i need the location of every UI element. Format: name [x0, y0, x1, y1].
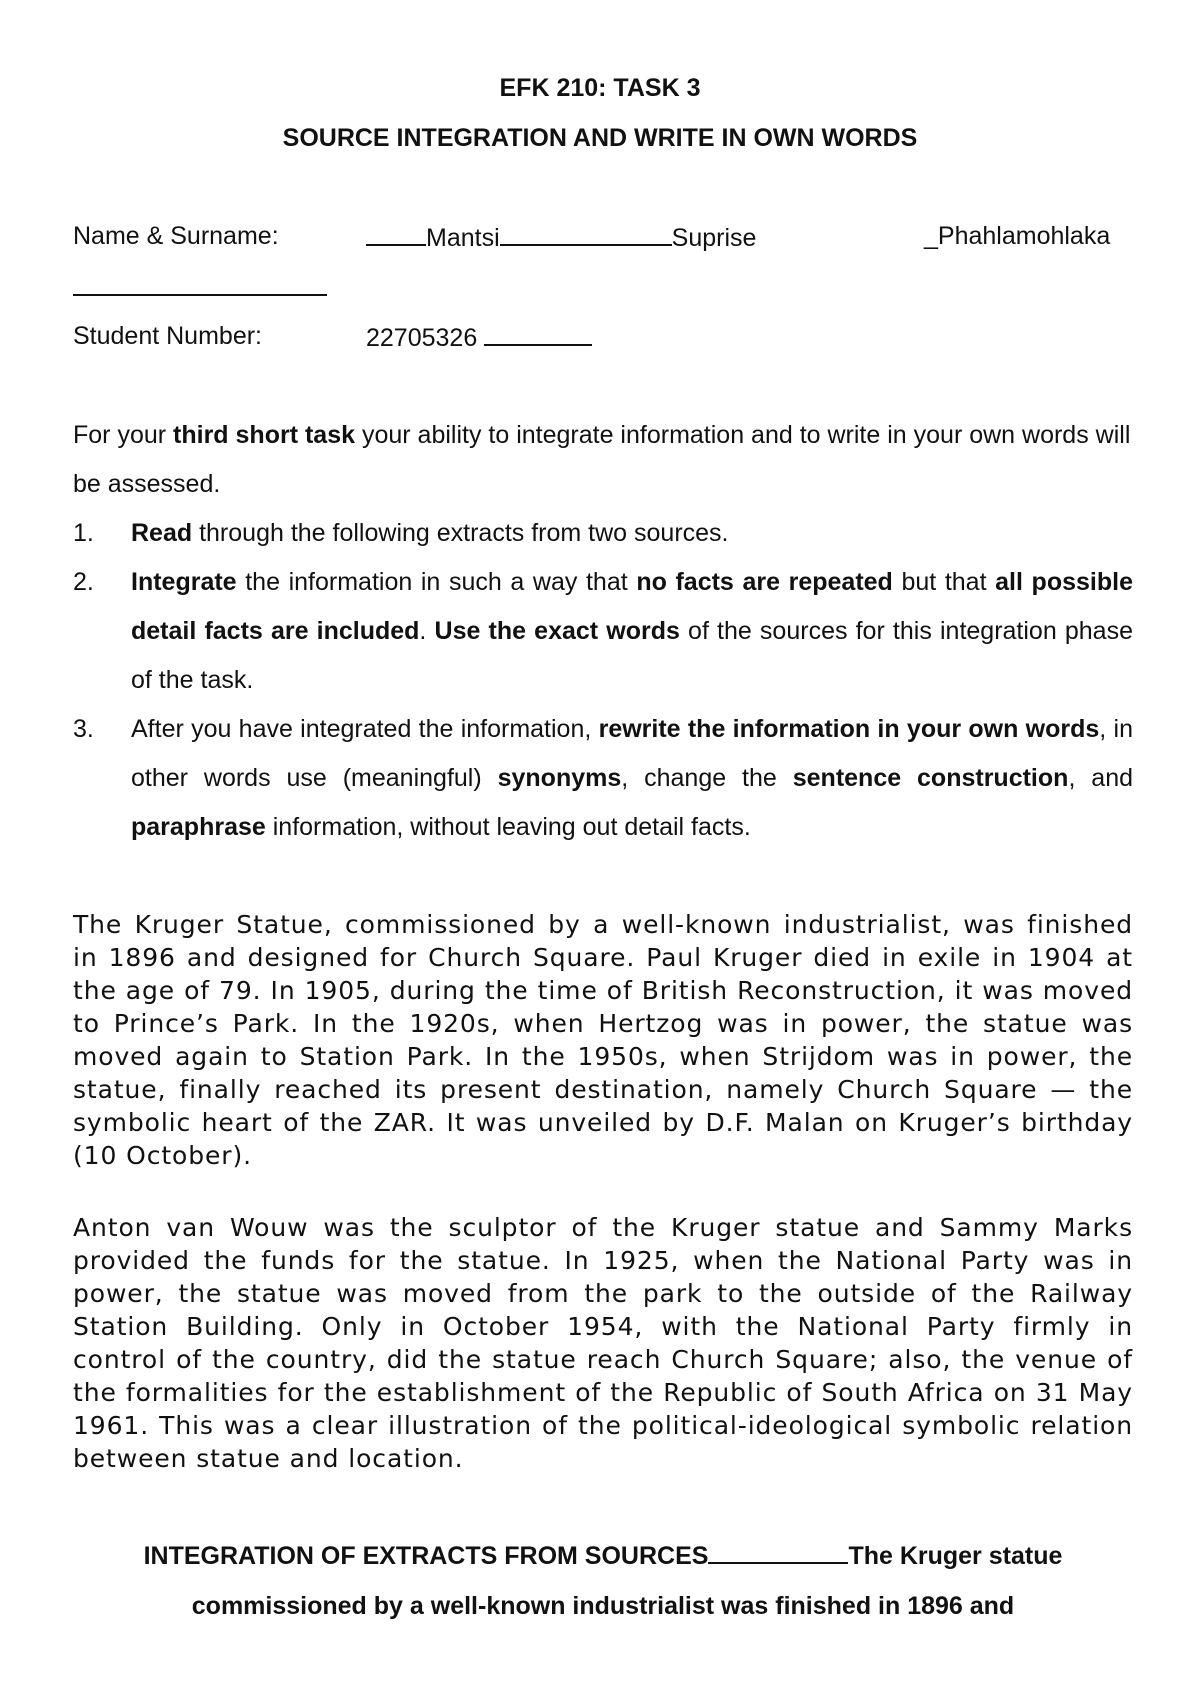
- intro-text: For your: [73, 421, 174, 449]
- instruction-emphasis: Read: [131, 519, 193, 547]
- name-continuation-line[interactable]: [73, 272, 327, 303]
- instruction-text: .: [419, 617, 435, 645]
- name-first-field[interactable]: [366, 222, 756, 253]
- blank-line: [484, 322, 592, 346]
- second-name-value: Suprise: [671, 224, 757, 252]
- instruction-text: , in other words use (meaningful): [131, 715, 1133, 792]
- intro-emphasis: third short task: [173, 421, 356, 449]
- blank-line: [708, 1540, 848, 1564]
- name-label: Name & Surname:: [73, 222, 279, 250]
- integration-answer: The Kruger statue commissioned by a well-known industrialist was finished in 1896 and: [191, 1542, 1063, 1620]
- intro-text: your ability to integrate information and to write in your own words will be assessed.: [73, 421, 1131, 498]
- surname-value: _Phahlamohlaka: [924, 222, 1111, 250]
- instruction-text: of the sources for this integration phase of the task.: [131, 617, 1133, 694]
- task-subtitle: SOURCE INTEGRATION AND WRITE IN OWN WORDS: [282, 124, 918, 152]
- integration-section: [73, 1531, 1133, 1631]
- instruction-emphasis: sentence construction: [792, 764, 1069, 792]
- extract-2-text: Anton van Wouw was the sculptor of the Kruger statue and Sammy Marks provided the funds for the statue. In 1925, when the National Party was in power, the statue was moved from the park to the outside of the Railway Station Building. Only in October 1954, with the National Party firmly in control of the country, did the statue reach Church Square; also, the venue of the formalities for the establishment of the Republic of South Africa on 31 May 1961. This was a clear illustration of the political-ideological symbolic relation between statue and location.: [73, 1213, 1133, 1473]
- student-number-field[interactable]: [366, 322, 592, 353]
- blank-line: [500, 222, 672, 246]
- instruction-emphasis: no facts are repeated: [636, 568, 893, 596]
- source-extract-2: [73, 1211, 1133, 1475]
- instruction-item: [73, 705, 1133, 852]
- integration-heading: INTEGRATION OF EXTRACTS FROM SOURCES: [143, 1542, 709, 1570]
- instruction-emphasis: Integrate: [131, 568, 237, 596]
- instructions-intro: [73, 411, 1133, 509]
- first-name-value: Mantsi: [426, 224, 500, 252]
- instructions-list: [73, 509, 1133, 852]
- instruction-text: , and: [1068, 764, 1134, 792]
- instruction-number: 2.: [73, 568, 94, 596]
- instruction-item: [73, 558, 1133, 705]
- instruction-text: through the following extracts from two sources.: [192, 519, 729, 547]
- course-title: EFK 210: TASK 3: [499, 74, 701, 102]
- student-number-value: 22705326: [366, 324, 478, 352]
- blank-line: [73, 272, 327, 296]
- instruction-emphasis: synonyms: [497, 764, 622, 792]
- instruction-text: but that: [892, 568, 996, 596]
- instruction-text: , change the: [621, 764, 793, 792]
- instruction-number: 1.: [73, 519, 94, 547]
- blank-line: [366, 222, 426, 246]
- instruction-item: [73, 509, 1133, 558]
- instruction-emphasis: all possible detail facts are included: [131, 568, 1133, 645]
- instruction-text: the information in such a way that: [236, 568, 637, 596]
- instruction-number: 3.: [73, 715, 94, 743]
- source-extract-1: [73, 908, 1133, 1172]
- instruction-emphasis: Use the exact words: [434, 617, 680, 645]
- instruction-text: After you have integrated the information,: [131, 715, 599, 743]
- instruction-emphasis: paraphrase: [131, 813, 266, 841]
- instruction-emphasis: rewrite the information in your own words: [598, 715, 1100, 743]
- student-number-label: Student Number:: [73, 322, 262, 350]
- instruction-text: information, without leaving out detail facts.: [265, 813, 751, 841]
- extract-1-text: The Kruger Statue, commissioned by a well-known industrialist, was finished in 1896 and designed for Church Square. Paul Kruger died in exile in 1904 at the age of 79. In 1905, during the time of British Reconstruction, it was moved to Prince’s Park. In the 1920s, when Hertzog was in power, the statue was moved again to Station Park. In the 1950s, when Strijdom was in power, the statue, finally reached its present destination, namely Church Square — the symbolic heart of the ZAR. It was unveiled by D.F. Malan on Kruger’s birthday (10 October).: [73, 910, 1133, 1170]
